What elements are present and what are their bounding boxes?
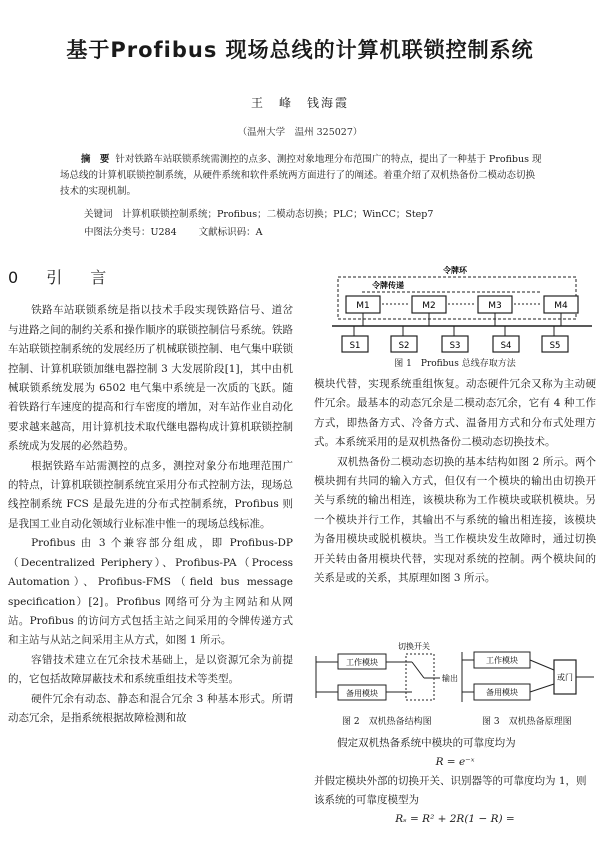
reliability-section	[314, 734, 596, 829]
fig3-standby-label: 备用模块	[486, 688, 518, 697]
paragraph: 硬件冗余有动态、静态和混合冗余 3 种基本形式。所谓动态冗余，是指系统根据故障检测和故	[8, 692, 293, 724]
section-heading: 0 引 言	[8, 268, 113, 287]
fig3-work-label: 工作模块	[486, 656, 518, 665]
slave-1-label: S1	[349, 341, 361, 351]
master-2-label: M2	[422, 301, 436, 311]
right-column	[314, 375, 596, 588]
slave-3-label: S3	[449, 341, 461, 351]
work-module-label: 工作模块	[346, 658, 378, 667]
paragraph: 根据铁路车站需测控的点多，测控对象分布地理范围广的特点，计算机联锁控制系统宜采用分布式控制方法，现场总线控制系统 FCS 是最先进的分布式控制系统，Profibus 则是我国工业自动化领域行业标准中惟一的现场总线标准。	[8, 459, 293, 530]
paragraph: 假定双机热备系统中模块的可靠度均为	[337, 737, 516, 749]
abstract-label: 摘 要	[80, 154, 110, 165]
or-input	[530, 660, 554, 670]
master-1-label: M1	[356, 301, 370, 311]
affiliation: （温州大学 温州 325027）	[237, 127, 363, 138]
master-3-label: M3	[488, 301, 502, 311]
figures-2-3	[312, 640, 598, 710]
slave-4-label: S4	[500, 341, 512, 351]
doc-code: 文献标识码：A	[198, 227, 263, 238]
switch-box	[406, 654, 434, 700]
figure-3-caption: 图 3 双机热备原理图	[482, 717, 572, 727]
figure-1-caption: 图 1 Profibus 总线存取方法	[394, 359, 516, 369]
keywords	[84, 206, 433, 220]
figure-2-caption: 图 2 双机热备结构图	[342, 717, 432, 727]
keywords-label: 关键词	[84, 209, 113, 220]
paragraph: 双机热备份二模动态切换的基本结构如图 2 所示。两个模块拥有共同的输入方式，但仅有一个模块的输出由切换开关与系统的输出相连，该模块称为工作模块或联机模块。另一个模块并行工作，其输出不与系统的输出相连接，该模块为备用模块或脱机模块。当工作模块发生故障时，通过切换开关转由备用模块代替，实现对系统的控制。两个模块间的关系是或的关系，其原理如图 3 所示。	[314, 455, 596, 585]
paragraph: 铁路车站联锁系统是指以技术手段实现铁路信号、道岔与进路之间的制约关系和操作顺序的联锁控制信号系统。铁路车站联锁控制系统的发展经历了机械联锁控制、电气集中联锁控制、计算机联锁加继电器控制 3 大发展阶段[1]，其中由机械联锁系统发展为 6502 电气集中系统是一次质的飞跃。随着铁路行车速度的提高和行车密度的增加，对车站作业自动化要求越来越高，用计算机技术取代继电器构成计算机联锁控制系统成为发展的必然趋势。	[8, 304, 293, 453]
slave-2-label: S2	[398, 341, 410, 351]
switch-blade	[412, 662, 424, 678]
classification	[84, 224, 263, 238]
token-label: 令牌传递	[372, 281, 404, 290]
equation-rs: Rₛ = R² + 2R(1 − R) =	[395, 813, 515, 825]
output-label: 输出	[442, 674, 458, 683]
or-input	[530, 684, 554, 692]
left-column	[8, 268, 293, 728]
equation-r: R = e⁻ˣ	[435, 756, 475, 768]
keywords-text: 计算机联锁控制系统；Profibus；二模动态切换；PLC；WinCC；Step7	[122, 209, 434, 220]
abstract	[60, 152, 542, 200]
standby-module-label: 备用模块	[346, 689, 378, 698]
paragraph: 容错技术建立在冗余技术基础上，是以资源冗余为前提的，它包括故障屏蔽技术和系统重组技术等类型。	[8, 653, 293, 686]
paragraph: 并假定模块外部的切换开关、识别器等的可靠度均为 1，则该系统的可靠度模型为	[314, 775, 587, 806]
or-gate-label: 或门	[557, 673, 573, 682]
clc-number: 中图法分类号：U284	[84, 227, 177, 238]
ring-label: 令牌环	[443, 266, 467, 275]
authors: 王 峰 钱海霞	[250, 96, 349, 110]
switch-label: 切换开关	[398, 642, 430, 651]
slave-5-label: S5	[549, 341, 561, 351]
paragraph: Profibus 由 3 个兼容部分组成，即 Profibus-DP（Decentralized Periphery）、Profibus-PA（Process Automation）、Profibus-FMS（field bus message specification）[2]。Profibus 网络可分为主网站和从网站。Profibus 的访问方式包括主站之间采用的令牌传递方式和主站与从站之间采用主从方式，如图 1 所示。	[8, 537, 293, 647]
abstract-text: 针对铁路车站联锁系统需测控的点多、测控对象地理分布范围广的特点，提出了一种基于 Profibus 现场总线的计算机联锁控制系统，从硬件系统和软件系统两方面进行了的阐述。着重介绍了双机热备份二模动态切换技术的实现机制。	[60, 154, 542, 197]
paragraph: 模块代替，实现系统重组恢复。动态硬件冗余又称为主动硬件冗余。最基本的动态冗余是二模动态冗余，它有 4 种工作方式，即热备方式、冷备方式、温备用方式和分布式处理方式。本系统采用的是双机热备份二模动态切换技术。	[314, 378, 596, 449]
paper-title: 基于Profibus 现场总线的计算机联锁控制系统	[66, 38, 534, 62]
master-4-label: M4	[554, 301, 568, 311]
